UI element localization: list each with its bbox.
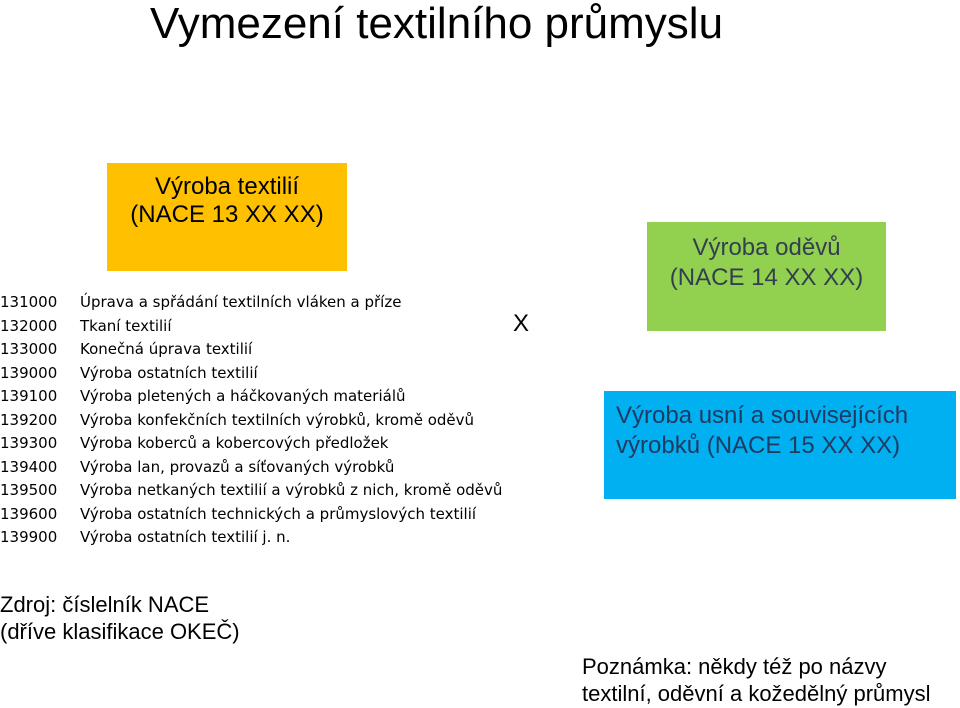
nace-code-row (0, 315, 502, 339)
nace-code: 139400 (0, 457, 58, 476)
nace-code: 133000 (0, 340, 58, 358)
nace-code-name: Výroba ostatních technických a průmyslových textilií (80, 504, 477, 523)
clothing-box-line-1: Výroba oděvů (692, 234, 841, 261)
clothing-box-line-2: (NACE 14 XX XX) (669, 264, 864, 291)
cross-mark: X (513, 310, 530, 337)
nace-code-name: Výroba lan, provazů a síťovaných výrobků (80, 457, 395, 476)
nace-code-row (0, 362, 502, 386)
nace-code-row (0, 503, 502, 527)
nace-code-name: Tkaní textilií (80, 316, 172, 335)
nace-code: 139300 (0, 434, 58, 452)
nace-code-name: Konečná úprava textilií (80, 340, 253, 358)
nace-code-name: Výroba koberců a kobercových předložek (80, 434, 389, 452)
source-note (0, 591, 240, 645)
leather-box-line-2: výrobků (NACE 15 XX XX) (616, 432, 901, 459)
textile-manufacturing-box (107, 163, 347, 271)
nace-code-row (0, 479, 502, 503)
nace-code-name: Výroba ostatních textilií j. n. (80, 528, 291, 546)
nace-code: 132000 (0, 316, 58, 335)
nace-code-row (0, 409, 502, 433)
textile-box-line-1: Výroba textilií (154, 173, 300, 200)
nace-code: 139000 (0, 363, 58, 382)
remark-note (582, 653, 931, 707)
nace-code-name: Úprava a spřádání textilních vláken a příze (80, 293, 402, 311)
nace-code-row (0, 526, 502, 550)
leather-box-line-1: Výroba usní a souvisejících (616, 402, 909, 429)
nace-code-name: Výroba pletených a háčkovaných materiálů (80, 387, 406, 405)
nace-code: 139200 (0, 410, 58, 429)
nace-code-row (0, 338, 502, 362)
nace-code-row (0, 385, 502, 409)
clothing-manufacturing-box (647, 222, 886, 331)
nace-code-list (0, 291, 502, 550)
nace-code: 139900 (0, 528, 58, 546)
nace-code: 139600 (0, 504, 58, 523)
nace-code: 139500 (0, 481, 58, 499)
textile-box-line-2: (NACE 13 XX XX) (130, 201, 324, 228)
nace-code-name: Výroba ostatních textilií (80, 363, 258, 382)
leather-manufacturing-box (604, 391, 956, 499)
page-title: Vymezení textilního průmyslu (150, 0, 724, 48)
nace-code-name: Výroba konfekčních textilních výrobků, kromě oděvů (80, 410, 475, 429)
nace-code: 139100 (0, 387, 58, 405)
note-line-1: Poznámka: někdy též po názvy (582, 654, 887, 679)
nace-code-row (0, 432, 502, 456)
nace-code: 131000 (0, 293, 58, 311)
source-line-2: (dříve klasifikace OKEČ) (0, 619, 240, 644)
nace-code-row (0, 456, 502, 480)
source-line-1: Zdroj: číslelník NACE (0, 592, 210, 617)
nace-code-name: Výroba netkaných textilií a výrobků z nich, kromě oděvů (80, 481, 503, 499)
nace-code-row (0, 291, 502, 315)
note-line-2: textilní, oděvní a kožedělný průmysl (582, 681, 931, 706)
